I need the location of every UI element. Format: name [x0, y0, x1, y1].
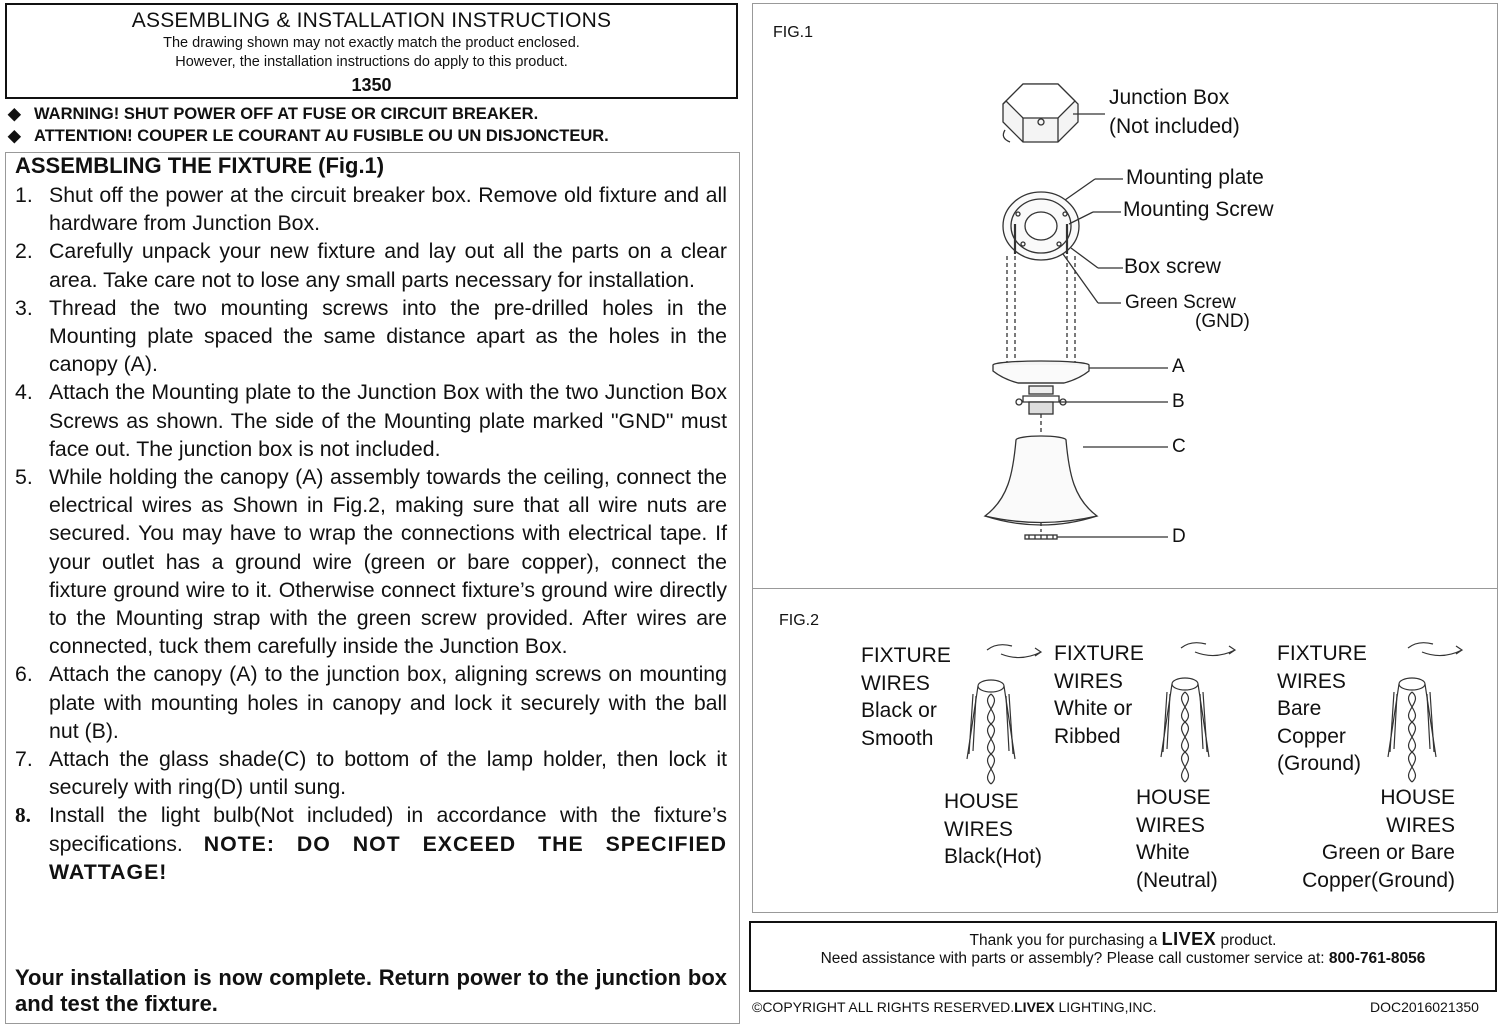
junction-box-icon — [1003, 84, 1078, 142]
junction-box-note: (Not included) — [1109, 115, 1240, 138]
step-3: 3. Thread the two mounting screws into the pre-drilled holes in the Mounting plate spaced the same distance apart as the holes in the canopy (A). — [15, 295, 727, 377]
model-number: 1350 — [351, 75, 392, 95]
wire-nut-icon — [1388, 643, 1462, 782]
step-8: 8. Install the light bulb(Not included) in accordance with the fixture’s specifications. NOTE: DO NOT EXCEED THE SPECIFIED WATTAGE! — [15, 803, 727, 884]
fixture-wires-white-label: FIXTURE WIRES White or Ribbed — [1054, 642, 1144, 748]
header-note-line-1: The drawing shown may not exactly match the product enclosed. — [163, 35, 580, 51]
fixture-wires-ground-label: FIXTURE WIRES Bare Copper (Ground) — [1277, 642, 1367, 775]
fixture-wires-black-label: FIXTURE WIRES Black or Smooth — [861, 644, 951, 750]
box-screw-label: Box screw — [1124, 255, 1221, 278]
ring-icon — [1025, 535, 1057, 539]
step-2: 2. Carefully unpack your new fixture and lay out all the parts on a clear area. Take care not to lose any small parts necessary for installation. — [15, 239, 727, 292]
phone-number: 800-761-8056 — [1328, 950, 1426, 967]
diamond-bullet-icon: ◆ — [8, 127, 21, 145]
header-box — [5, 3, 738, 99]
junction-box-label: Junction Box — [1109, 86, 1230, 109]
house-wires-black-label: HOUSE WIRES Black(Hot) — [944, 790, 1043, 868]
completion-message: Your installation is now complete. Return power to the junction box and test the fixture. — [15, 965, 727, 1016]
brand-name: LIVEX — [1161, 929, 1217, 949]
assembly-instructions-panel — [5, 152, 740, 1024]
diamond-bullet-icon: ◆ — [8, 105, 21, 123]
assembly-title: ASSEMBLING THE FIXTURE (Fig.1) — [15, 153, 385, 178]
green-screw-gnd-label: (GND) — [1195, 311, 1250, 332]
document-title: ASSEMBLING & INSTALLATION INSTRUCTIONS — [131, 9, 612, 32]
part-c-label: C — [1172, 436, 1186, 457]
step-7: 7. Attach the glass shade(C) to bottom of the lamp holder, then lock it securely with ring(D) until sung. — [15, 747, 727, 800]
header-note-line-2: However, the installation instructions do apply to this product. — [175, 54, 568, 70]
step-4: 4. Attach the Mounting plate to the Junction Box with the two Junction Box Screws as shown. The side of the Mounting plate marked "GND" must face out. The junction box is not included. — [15, 380, 727, 461]
thanks-line: Thank you for purchasing a LIVEX product. — [969, 929, 1277, 949]
green-screw-label: Green Screw — [1125, 292, 1236, 313]
warning-english: ◆ WARNING! SHUT POWER OFF AT FUSE OR CIRCUIT BREAKER. — [8, 105, 539, 123]
customer-service-box — [749, 921, 1497, 992]
glass-shade-icon — [985, 436, 1097, 525]
step-5: 5. While holding the canopy (A) assembly towards the ceiling, connect the electrical wires as Shown in Fig.2, making sure that all wire nuts are secured. You may have to wrap the connections with electrical tape. If your outlet has a ground wire (green or bare copper), connect the fixture ground wire to it. Otherwise connect fixture’s ground wire directly to the Mounting strap with the green screw provided. After wires are connected, tuck them carefully inside the Junction Box. — [15, 465, 727, 659]
wire-nut-icon — [967, 645, 1041, 784]
mounting-screw-label: Mounting Screw — [1123, 198, 1274, 221]
step-1: 1. Shut off the power at the circuit breaker box. Remove old fixture and all hardware from Junction Box. — [15, 183, 727, 236]
part-a-label: A — [1172, 356, 1185, 377]
step-6: 6. Attach the canopy (A) to the junction box, aligning screws on mounting plate with mounting holes in canopy and lock it securely with the ball nut (B). — [15, 662, 727, 743]
wire-nut-icon — [1161, 643, 1235, 782]
canopy-icon — [993, 361, 1089, 383]
part-b-label: B — [1172, 391, 1185, 412]
assembly-steps — [15, 181, 727, 886]
part-d-label: D — [1172, 526, 1186, 547]
wattage-note: NOTE: DO NOT EXCEED THE SPECIFIED WATTAGE! — [49, 831, 727, 884]
fig2-label: FIG.2 — [779, 612, 820, 629]
copyright-notice: ©COPYRIGHT ALL RIGHTS RESERVED.LIVEX LIGHTING,INC. — [752, 999, 1157, 1015]
figures-panel — [752, 3, 1498, 913]
assistance-line: Need assistance with parts or assembly? Please call customer service at: 800-761-8056 — [820, 950, 1426, 967]
figure-divider — [753, 588, 1497, 589]
house-wires-ground-label: HOUSE WIRES Green or Bare Copper(Ground) — [1302, 786, 1455, 892]
warning-french: ◆ ATTENTION! COUPER LE COURANT AU FUSIBLE OU UN DISJONCTEUR. — [8, 127, 609, 145]
house-wires-white-label: HOUSE WIRES White (Neutral) — [1136, 786, 1218, 892]
document-id: DOC2016021350 — [1370, 999, 1479, 1015]
ball-nut-icon — [1016, 386, 1066, 414]
mounting-plate-label: Mounting plate — [1126, 166, 1264, 189]
fig1-label: FIG.1 — [773, 24, 814, 41]
